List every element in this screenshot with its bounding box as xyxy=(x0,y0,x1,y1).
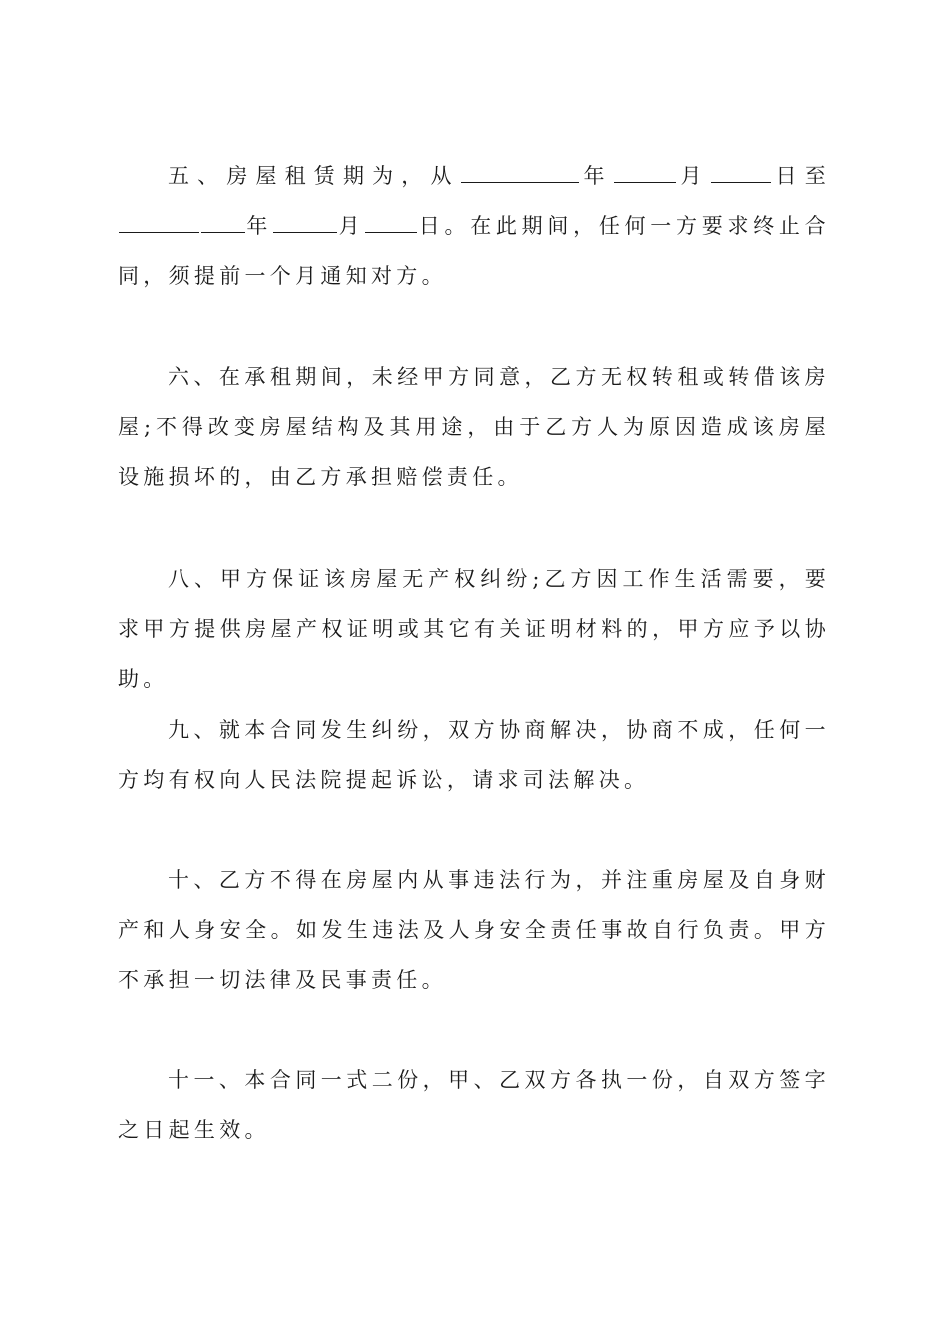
start-day-blank xyxy=(711,164,771,183)
clause-5-month-label: 月 xyxy=(676,164,710,188)
clause-5-day-to-label: 日至 xyxy=(771,164,830,188)
start-month-blank xyxy=(614,164,676,183)
clause-5-lease-term xyxy=(118,151,830,301)
end-month-blank xyxy=(273,214,337,233)
clause-8-property-rights: 八、甲方保证该房屋无产权纠纷;乙方因工作生活需要，要求甲方提供房屋产权证明或其它有关证明材料的，甲方应予以协助。 xyxy=(118,567,830,691)
clause-5-end-month-label: 月 xyxy=(338,214,365,238)
clause-5-end-year-label: 年 xyxy=(246,214,273,238)
clause-11-copies: 十一、本合同一式二份，甲、乙双方各执一份，自双方签字之日起生效。 xyxy=(118,1068,830,1142)
clause-5-year-label: 年 xyxy=(579,164,613,188)
clause-9-disputes: 九、就本合同发生纠纷，双方协商解决，协商不成，任何一方均有权向人民法院提起诉讼，请求司法解决。 xyxy=(118,718,830,792)
clause-5-text-end: 日。在此期间，任何一方要求终止合同，须提前一个月通知对方。 xyxy=(118,214,830,288)
clause-6-sublease: 六、在承租期间，未经甲方同意，乙方无权转租或转借该房屋;不得改变房屋结构及其用途，由于乙方人为原因造成该房屋设施损坏的，由乙方承担赔偿责任。 xyxy=(118,365,830,489)
clause-5-text-start: 五、房屋租赁期为，从 xyxy=(168,164,460,188)
clause-10-illegal-acts: 十、乙方不得在房屋内从事违法行为，并注重房屋及自身财产和人身安全。如发生违法及人身安全责任事故自行负责。甲方不承担一切法律及民事责任。 xyxy=(118,868,830,992)
end-day-blank xyxy=(365,214,417,233)
end-year-blank-part1 xyxy=(119,214,199,233)
start-year-blank xyxy=(461,164,579,183)
end-year-blank-part2 xyxy=(201,214,245,233)
